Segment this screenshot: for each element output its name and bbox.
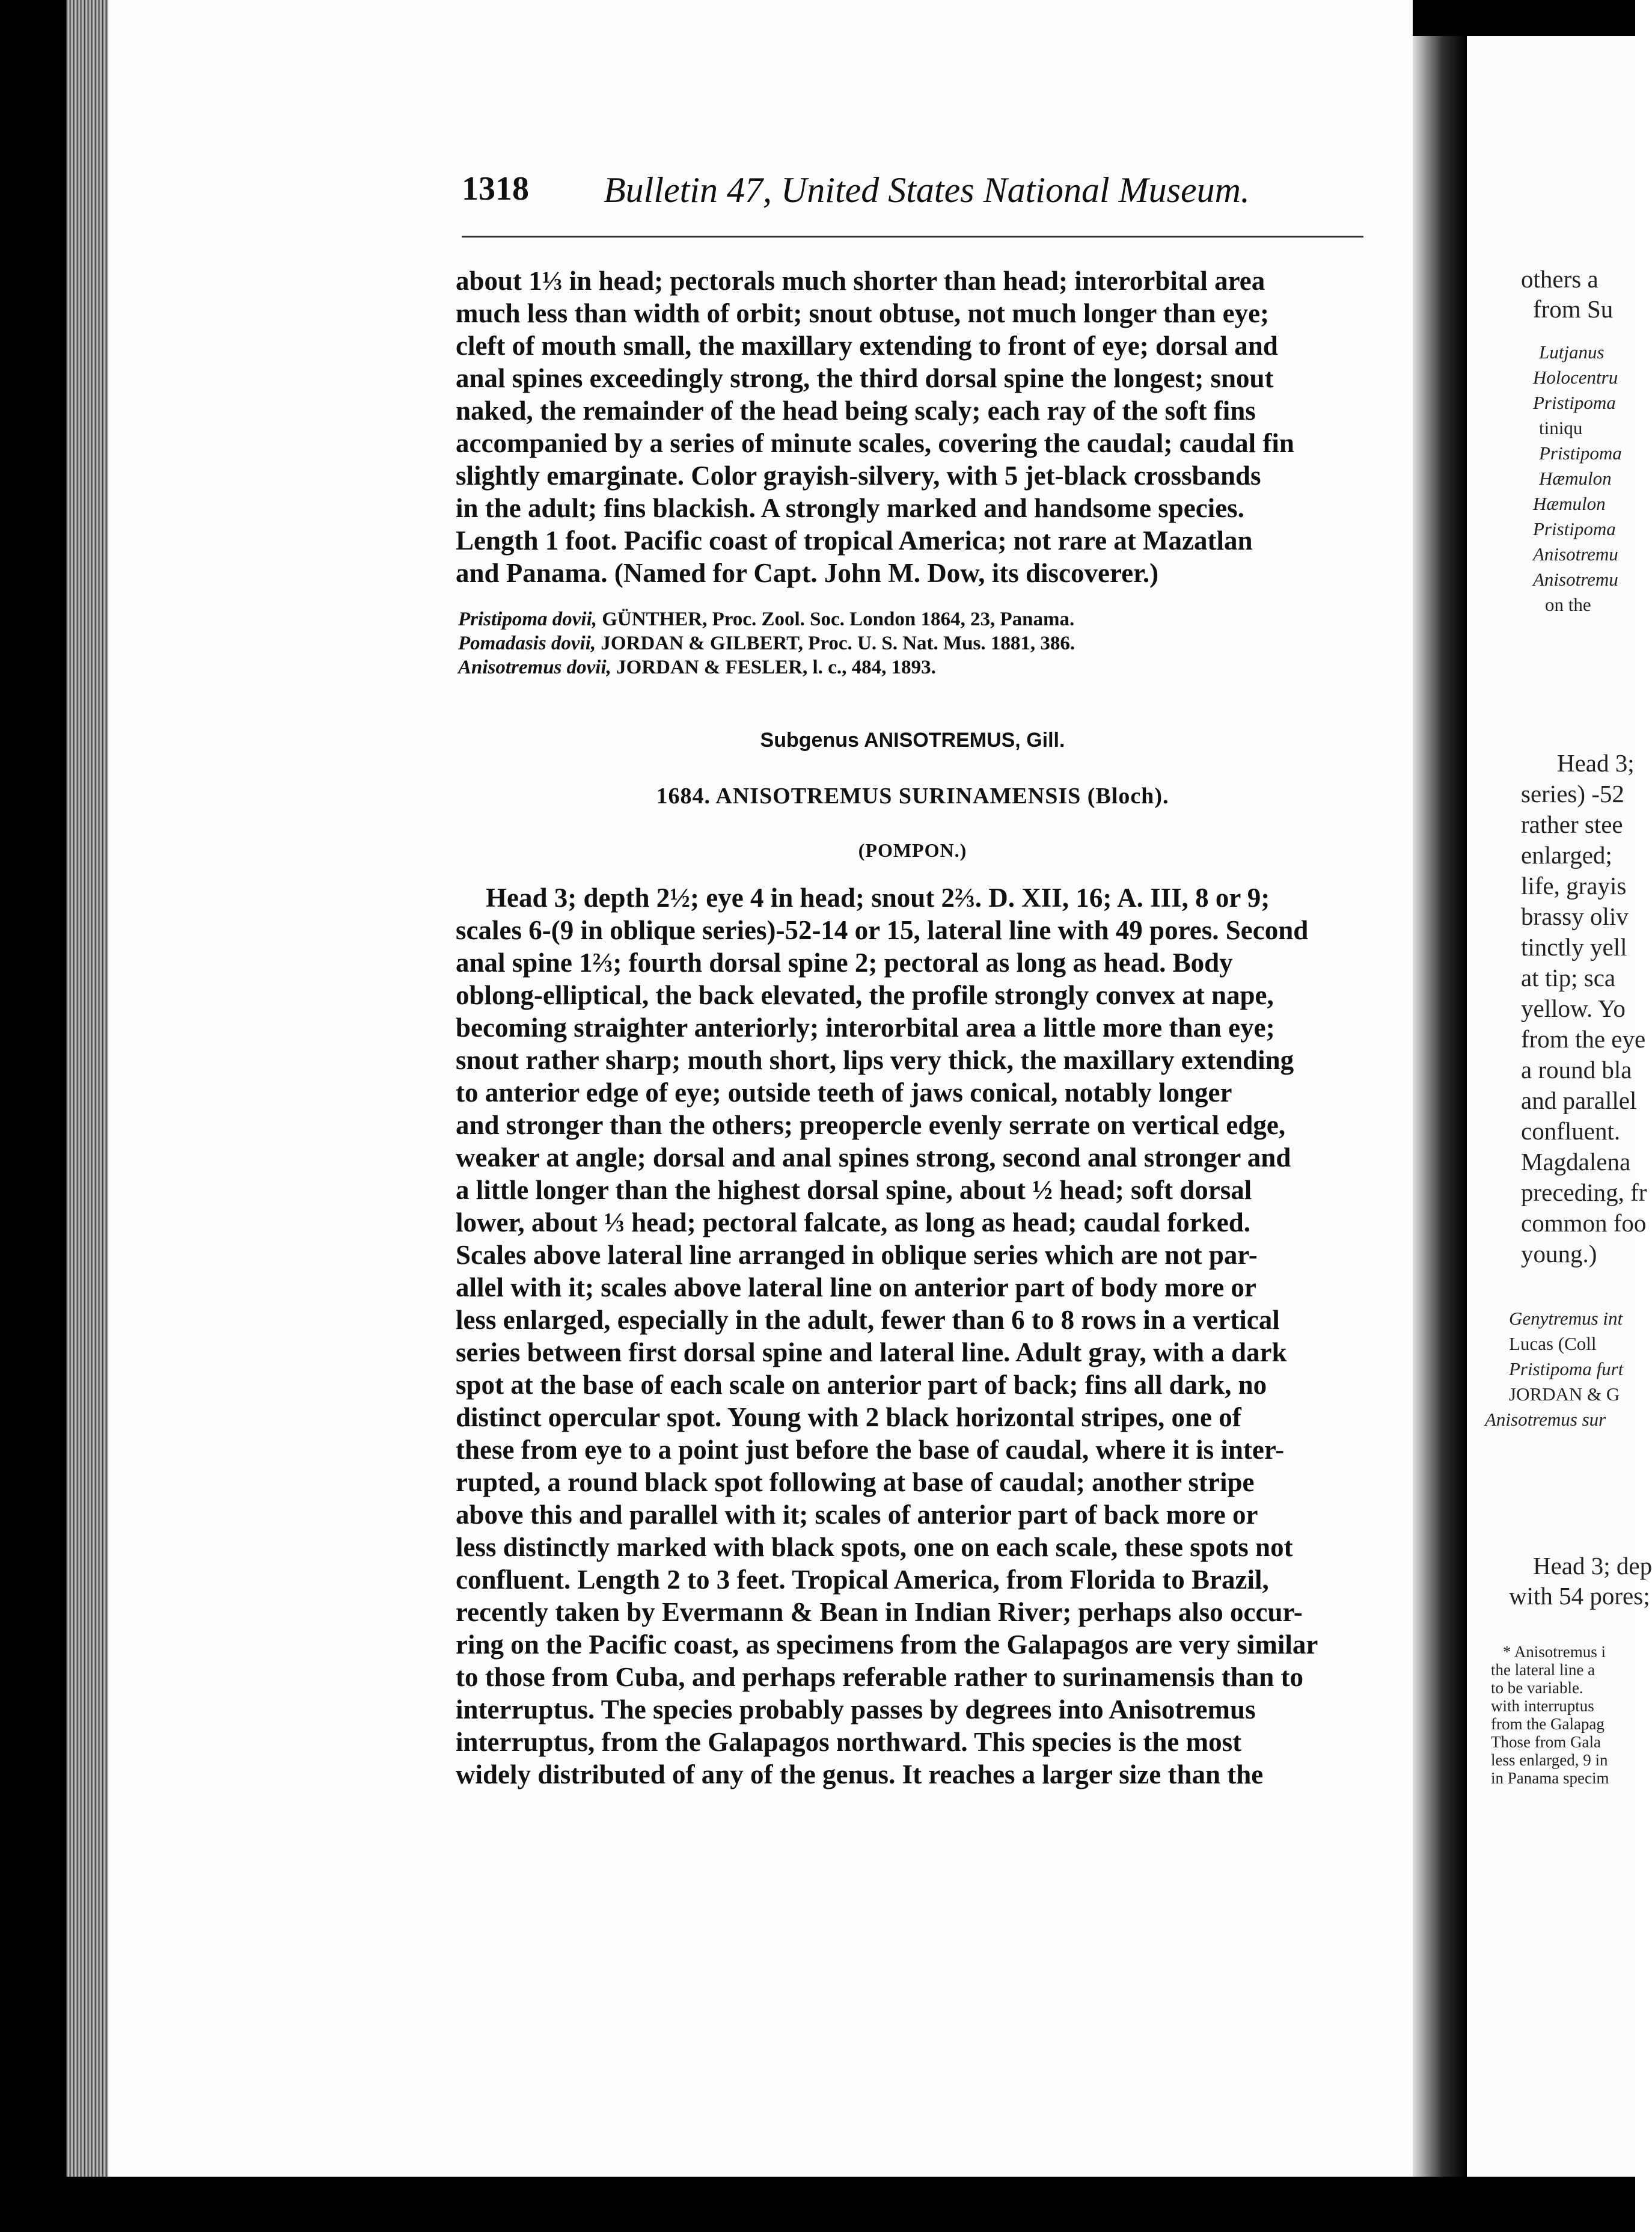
text-line: rupted, a round black spot following at base of caudal; another stripe xyxy=(456,1467,1255,1497)
facing-footnote-line: * Anisotremus i xyxy=(1503,1643,1606,1661)
facing-synonym-line: Pristipoma xyxy=(1533,392,1616,413)
facing-text-line: enlarged; xyxy=(1521,841,1612,869)
scan-top-edge xyxy=(1413,0,1635,36)
synonym-entry xyxy=(458,631,1360,655)
facing-text-line: tinctly yell xyxy=(1521,933,1627,961)
scan-left-edge xyxy=(0,0,66,2232)
synonym-reference: JORDAN & FESLER, l. c., 484, 1893. xyxy=(611,657,936,678)
facing-synonym-line: Lucas (Coll xyxy=(1509,1333,1597,1354)
facing-synonym-line: Genytremus int xyxy=(1509,1308,1623,1329)
facing-text-line: common foo xyxy=(1521,1209,1647,1237)
facing-synonym-line: Anisotremu xyxy=(1533,544,1618,565)
facing-synonym-line: Pristipoma xyxy=(1533,518,1616,539)
facing-text-line: Magdalena xyxy=(1521,1148,1631,1176)
facing-text-line: yellow. Yo xyxy=(1521,995,1626,1022)
synonym-entry xyxy=(458,655,1360,679)
text-line: a little longer than the highest dorsal spine, about ½ head; soft dorsal xyxy=(456,1175,1252,1205)
facing-text-line: and parallel xyxy=(1521,1087,1637,1114)
scan-bottom-edge xyxy=(0,2177,1635,2232)
text-line: about 1⅓ in head; pectorals much shorter than head; interorbital area xyxy=(456,266,1265,296)
running-title: Bulletin 47, United States National Museum. xyxy=(604,170,1250,210)
synonymy-list xyxy=(458,607,1360,679)
facing-text-line: with 54 pores; xyxy=(1509,1582,1650,1610)
text-line: much less than width of orbit; snout obtuse, not much longer than eye; xyxy=(456,298,1270,328)
facing-synonym-line: JORDAN & G xyxy=(1509,1384,1620,1405)
text-line: Length 1 foot. Pacific coast of tropical America; not rare at Mazatlan xyxy=(456,526,1253,556)
synonym-name: Pristipoma dovii, xyxy=(458,609,597,630)
facing-synonym-line: Anisotremu xyxy=(1533,569,1618,590)
book-gutter xyxy=(1413,36,1467,2201)
text-line: spot at the base of each scale on anterior part of back; fins all dark, no xyxy=(456,1370,1267,1400)
synonym-name: Pomadasis dovii, xyxy=(458,633,596,654)
species-description xyxy=(456,881,1369,1791)
facing-text-line: brassy oliv xyxy=(1521,903,1629,930)
synonym-reference: GÜNTHER, Proc. Zool. Soc. London 1864, 23, Panama. xyxy=(597,609,1075,630)
facing-synonym-line: on the xyxy=(1545,594,1591,615)
facing-synonym-line: Holocentru xyxy=(1533,367,1618,388)
text-line: interruptus, from the Galapagos northward. This species is the most xyxy=(456,1727,1242,1757)
text-line: in the adult; fins blackish. A strongly marked and handsome species. xyxy=(456,493,1244,523)
synonym-entry xyxy=(458,607,1360,631)
facing-footnote-line: in Panama specim xyxy=(1491,1769,1609,1787)
facing-footnote-line: Those from Gala xyxy=(1491,1733,1601,1751)
text-line: cleft of mouth small, the maxillary extending to front of eye; dorsal and xyxy=(456,331,1278,361)
text-line: and Panama. (Named for Capt. John M. Dow, its discoverer.) xyxy=(456,558,1159,588)
text-line: anal spines exceedingly strong, the third dorsal spine the longest; snout xyxy=(456,363,1274,393)
facing-text-line: from the eye xyxy=(1521,1025,1646,1053)
facing-synonym-line: Anisotremus sur xyxy=(1485,1409,1606,1430)
facing-text-line: Head 3; dep xyxy=(1533,1552,1652,1580)
synonym-name: Anisotremus dovii, xyxy=(458,657,611,678)
header-rule xyxy=(462,236,1363,238)
text-line: to those from Cuba, and perhaps referable rather to surinamensis than to xyxy=(456,1662,1304,1692)
book-page-edges xyxy=(66,0,108,2232)
running-head xyxy=(462,170,1363,224)
facing-footnote-line: with interruptus xyxy=(1491,1697,1594,1715)
text-line: scales 6-(9 in oblique series)-52-14 or 15, lateral line with 49 pores. Second xyxy=(456,915,1309,945)
text-line: widely distributed of any of the genus. It reaches a larger size than the xyxy=(456,1759,1264,1789)
subgenus-heading: Subgenus ANISOTREMUS, Gill. xyxy=(760,729,1065,752)
text-line: snout rather sharp; mouth short, lips very thick, the maxillary extending xyxy=(456,1045,1294,1075)
common-name: (POMPON.) xyxy=(858,839,967,861)
facing-synonym-line: tiniqu xyxy=(1539,417,1583,438)
facing-footnote-line: from the Galapag xyxy=(1491,1715,1605,1733)
facing-text-line: confluent. xyxy=(1521,1117,1621,1145)
page-number: 1318 xyxy=(462,170,529,207)
species-heading: 1684. ANISOTREMUS SURINAMENSIS (Bloch). xyxy=(656,783,1169,809)
facing-text-line: rather stee xyxy=(1521,811,1623,838)
facing-text-line: young.) xyxy=(1521,1240,1597,1268)
facing-synonym-line: Hæmulon xyxy=(1533,493,1606,514)
facing-text-line: preceding, fr xyxy=(1521,1179,1647,1206)
facing-text-line: Head 3; xyxy=(1557,749,1635,777)
facing-footnote-line: to be variable. xyxy=(1491,1679,1583,1697)
text-line: Scales above lateral line arranged in oblique series which are not par- xyxy=(456,1240,1258,1270)
text-line: less enlarged, especially in the adult, fewer than 6 to 8 rows in a vertical xyxy=(456,1305,1280,1335)
facing-text-line: a round bla xyxy=(1521,1056,1632,1084)
facing-text-line: at tip; sca xyxy=(1521,964,1616,992)
facing-text-line: others a xyxy=(1521,265,1598,293)
text-line: ring on the Pacific coast, as specimens from the Galapagos are very similar xyxy=(456,1630,1318,1660)
text-line: series between first dorsal spine and lateral line. Adult gray, with a dark xyxy=(456,1337,1287,1367)
facing-synonym-line: Lutjanus xyxy=(1539,342,1605,363)
intro-paragraph xyxy=(456,265,1369,589)
text-line: slightly emarginate. Color grayish-silvery, with 5 jet-black crossbands xyxy=(456,461,1261,491)
facing-text-line: life, grayis xyxy=(1521,872,1627,900)
facing-text-line: series) -52 xyxy=(1521,780,1624,808)
text-line: weaker at angle; dorsal and anal spines strong, second anal stronger and xyxy=(456,1142,1291,1173)
text-line: these from eye to a point just before the base of caudal, where it is inter- xyxy=(456,1435,1285,1465)
text-line: anal spine 1⅔; fourth dorsal spine 2; pectoral as long as head. Body xyxy=(456,948,1233,978)
text-line: above this and parallel with it; scales of anterior part of back more or xyxy=(456,1500,1258,1530)
text-line: distinct opercular spot. Young with 2 black horizontal stripes, one of xyxy=(456,1402,1241,1432)
facing-synonym-line: Pristipoma furt xyxy=(1509,1358,1624,1379)
facing-synonym-line: Hæmulon xyxy=(1539,468,1612,489)
text-line: to anterior edge of eye; outside teeth of jaws conical, notably longer xyxy=(456,1078,1232,1108)
synonym-reference: JORDAN & GILBERT, Proc. U. S. Nat. Mus. 1881, 386. xyxy=(596,633,1075,654)
facing-footnote-line: the lateral line a xyxy=(1491,1661,1595,1679)
facing-text-line: from Su xyxy=(1533,295,1614,323)
text-line: Head 3; depth 2½; eye 4 in head; snout 2⅔. D. XII, 16; A. III, 8 or 9; xyxy=(486,883,1270,913)
facing-page xyxy=(1467,36,1652,2177)
text-line: less distinctly marked with black spots, one on each scale, these spots not xyxy=(456,1532,1293,1562)
text-line: naked, the remainder of the head being scaly; each ray of the soft fins xyxy=(456,396,1256,426)
text-line: allel with it; scales above lateral line on anterior part of body more or xyxy=(456,1272,1256,1302)
facing-synonym-line: Pristipoma xyxy=(1539,443,1622,464)
text-line: interruptus. The species probably passes by degrees into Anisotremus xyxy=(456,1694,1256,1725)
text-line: confluent. Length 2 to 3 feet. Tropical America, from Florida to Brazil, xyxy=(456,1565,1269,1595)
text-line: and stronger than the others; preopercle evenly serrate on vertical edge, xyxy=(456,1110,1286,1140)
text-line: recently taken by Evermann & Bean in Indian River; perhaps also occur- xyxy=(456,1597,1303,1627)
text-line: accompanied by a series of minute scales, covering the caudal; caudal fin xyxy=(456,428,1294,458)
text-line: oblong-elliptical, the back elevated, the profile strongly convex at nape, xyxy=(456,980,1274,1010)
text-line: becoming straighter anteriorly; interorbital area a little more than eye; xyxy=(456,1013,1275,1043)
facing-footnote-line: less enlarged, 9 in xyxy=(1491,1751,1608,1769)
text-line: lower, about ⅓ head; pectoral falcate, as long as head; caudal forked. xyxy=(456,1207,1251,1237)
